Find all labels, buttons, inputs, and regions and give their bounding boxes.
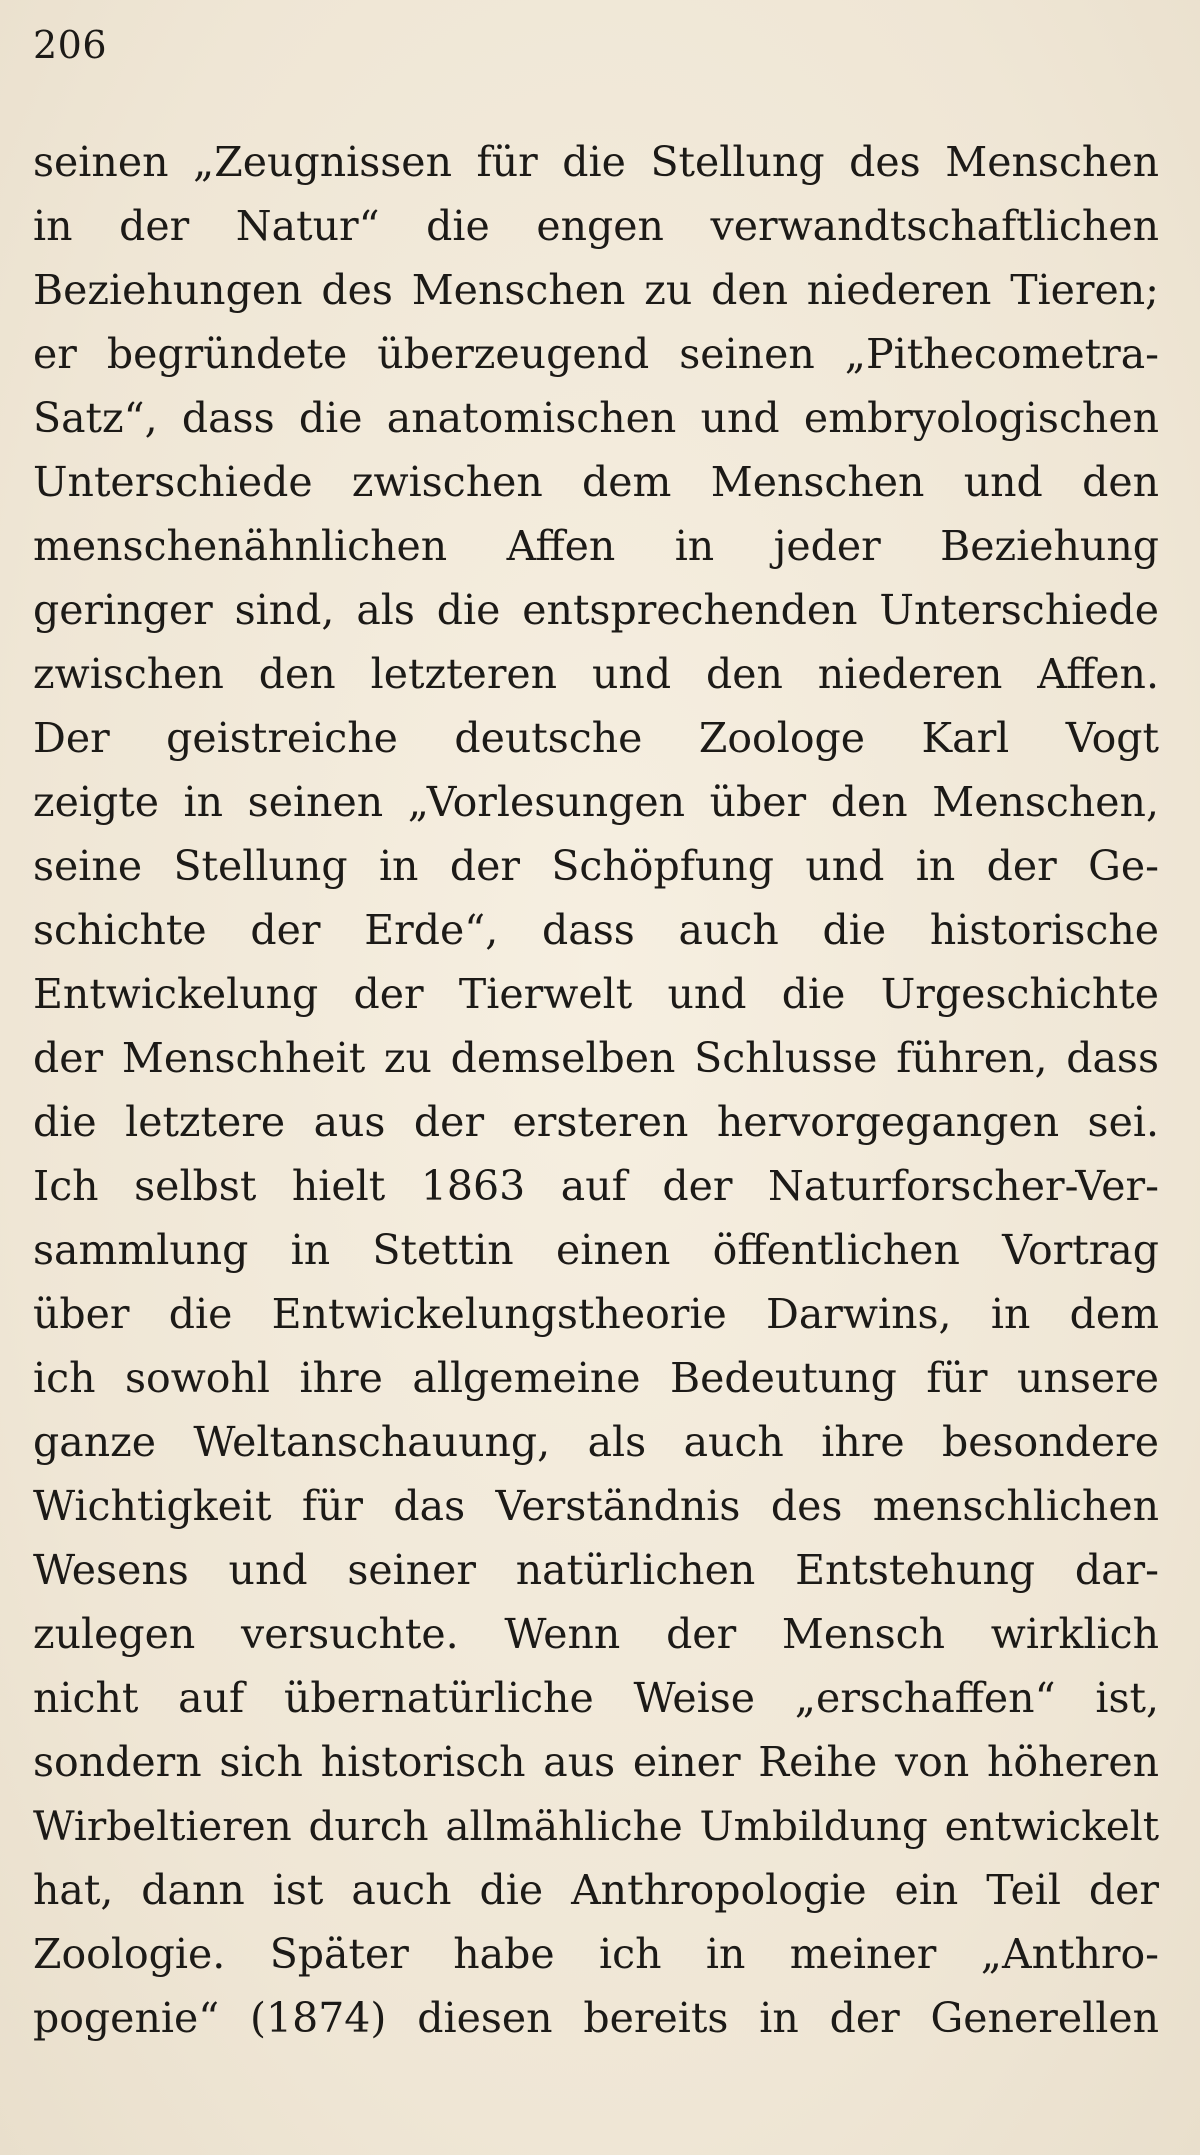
text-line: pogenie“ (1874) diesen bereits in der Generellen	[33, 1994, 1159, 2042]
text-line: schichte der Erde“, dass auch die historische	[33, 906, 1159, 954]
text-line: menschenähnlichen Affen in jeder Beziehung	[33, 522, 1159, 570]
text-line: Der geistreiche deutsche Zoologe Karl Vogt	[33, 714, 1159, 762]
page-number: 206	[33, 23, 108, 67]
text-line: die letztere aus der ersteren hervorgegangen sei.	[33, 1098, 1159, 1146]
text-line: Wichtigkeit für das Verständnis des menschlichen	[33, 1482, 1159, 1530]
text-line: nicht auf übernatürliche Weise „erschaffen“ ist,	[33, 1674, 1159, 1722]
text-line: Wirbeltieren durch allmähliche Umbildung entwickelt	[33, 1802, 1159, 1850]
text-line: Entwickelung der Tierwelt und die Urgeschichte	[33, 970, 1159, 1018]
text-line: Satz“, dass die anatomischen und embryologischen	[33, 394, 1159, 442]
text-line: sammlung in Stettin einen öffentlichen Vortrag	[33, 1226, 1159, 1274]
text-line: geringer sind, als die entsprechenden Unterschiede	[33, 586, 1159, 634]
text-line: seine Stellung in der Schöpfung und in der Ge-	[33, 842, 1159, 890]
text-line: ganze Weltanschauung, als auch ihre besondere	[33, 1418, 1159, 1466]
text-line: sondern sich historisch aus einer Reihe von höheren	[33, 1738, 1159, 1786]
text-line: über die Entwickelungstheorie Darwins, in dem	[33, 1290, 1159, 1338]
text-line: zulegen versuchte. Wenn der Mensch wirklich	[33, 1610, 1159, 1658]
text-line: ich sowohl ihre allgemeine Bedeutung für unsere	[33, 1354, 1159, 1402]
text-line: Beziehungen des Menschen zu den niederen Tieren;	[33, 266, 1159, 314]
text-line: zeigte in seinen „Vorlesungen über den Menschen,	[33, 778, 1159, 826]
text-line: hat, dann ist auch die Anthropologie ein Teil der	[33, 1866, 1159, 1914]
text-line: in der Natur“ die engen verwandtschaftlichen	[33, 202, 1159, 250]
text-line: Wesens und seiner natürlichen Entstehung dar-	[33, 1546, 1159, 1594]
text-line: seinen „Zeugnissen für die Stellung des Menschen	[33, 138, 1159, 186]
text-line: er begründete überzeugend seinen „Pithecometra-	[33, 330, 1159, 378]
text-line: der Menschheit zu demselben Schlusse führen, dass	[33, 1034, 1159, 1082]
text-line: Zoologie. Später habe ich in meiner „Anthro-	[33, 1930, 1159, 1978]
text-line: Ich selbst hielt 1863 auf der Naturforscher-Ver-	[33, 1162, 1159, 1210]
text-line: Unterschiede zwischen dem Menschen und den	[33, 458, 1159, 506]
body-text	[33, 130, 1159, 2050]
text-line: zwischen den letzteren und den niederen Affen.	[33, 650, 1159, 698]
